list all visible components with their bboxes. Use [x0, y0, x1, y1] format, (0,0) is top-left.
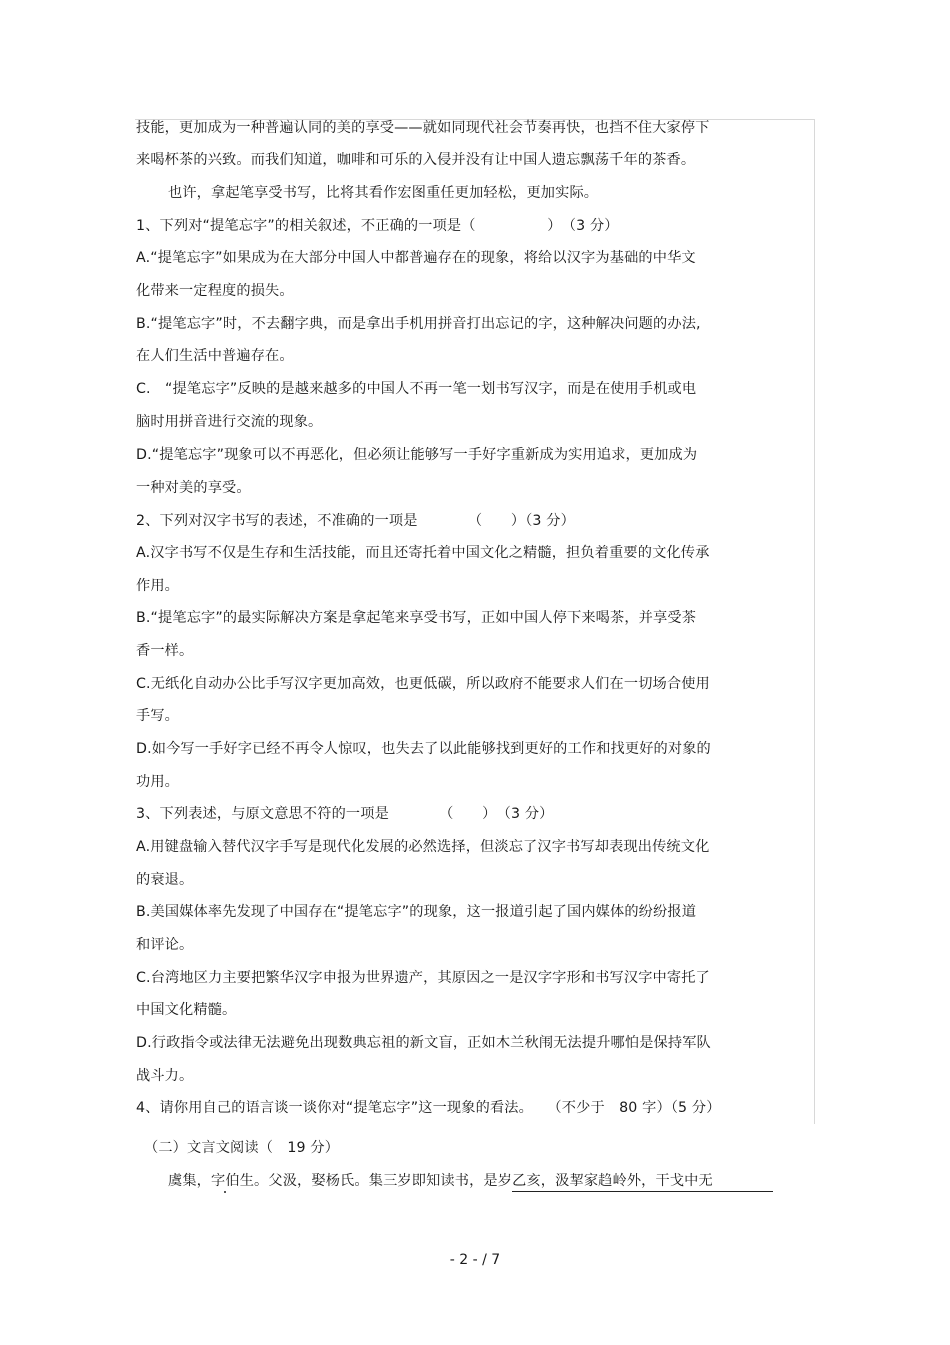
option-line: D.行政指令或法律无法避免出现数典忘祖的新文盲，正如木兰秋闱无法提升哪怕是保持军队 — [136, 1035, 711, 1051]
option-line: D.“提笔忘字”现象可以不再恶化，但必须让能够写一手好字重新成为实用追求，更加成为 — [136, 447, 698, 463]
question-stem: 2、下列对汉字书写的表述，不准确的一项是 （ ）（3 分） — [136, 513, 575, 529]
question-stem: 3、下列表述，与原文意思不符的一项是 （ ） （3 分） — [136, 806, 554, 822]
passage-line: 来喝杯茶的兴致。而我们知道，咖啡和可乐的入侵并没有让中国人遗忘飘荡千年的茶香。 — [136, 152, 696, 168]
question-stem: 1、下列对“提笔忘字”的相关叙述，不正确的一项是（ ） （3 分） — [136, 218, 619, 234]
option-line: 化带来一定程度的损失。 — [136, 283, 294, 299]
option-line: 在人们生活中普遍存在。 — [136, 348, 294, 364]
option-line: 作用。 — [136, 578, 180, 594]
option-line: C. “提笔忘字”反映的是越来越多的中国人不再一笔一划书写汉字，而是在使用手机或电 — [136, 381, 697, 397]
question-stem: 4、请你用自己的语言谈一谈你对“提笔忘字”这一现象的看法。 （不少于 80 字）（5 分） — [136, 1100, 721, 1116]
option-line: 功用。 — [136, 774, 180, 790]
option-line: 一种对美的享受。 — [136, 480, 251, 496]
option-line: A.汉字书写不仅是生存和生活技能，而且还寄托着中国文化之精髓，担负着重要的文化传承 — [136, 545, 710, 561]
classical-text-line — [168, 1171, 773, 1192]
option-line: 香一样。 — [136, 643, 194, 659]
option-line: B.美国媒体率先发现了中国存在“提笔忘字”的现象，这一报道引起了国内媒体的纷纷报道 — [136, 904, 697, 920]
option-line: C.台湾地区力主要把繁华汉字申报为世界遗产，其原因之一是汉字字形和书写汉字中寄托了 — [136, 970, 710, 986]
option-line: 和评论。 — [136, 937, 194, 953]
option-line: 战斗力。 — [136, 1068, 194, 1084]
option-line: D.如今写一手好字已经不再令人惊叹，也失去了以此能够找到更好的工作和找更好的对象的 — [136, 741, 711, 757]
option-line: A.用键盘输入替代汉字手写是现代化发展的必然选择，但淡忘了汉字书写却表现出传统文化 — [136, 839, 710, 855]
passage-line: 也许，拿起笔享受书写，比将其看作宏图重任更加轻松，更加实际。 — [168, 185, 599, 201]
option-line: 中国文化精髓。 — [136, 1002, 237, 1018]
option-line: 脑时用拼音进行交流的现象。 — [136, 414, 323, 430]
page-number: - 2 - / 7 — [449, 1252, 501, 1268]
passage-line: 技能，更加成为一种普遍认同的美的享受——就如同现代社会节奏再快，也挡不住大家停下 — [136, 120, 710, 136]
section-heading: （二）文言文阅读（ 19 分） — [144, 1140, 340, 1156]
classical-text-b: 伯生。父汲，娶杨氏。集三岁即知读书，是岁 — [225, 1173, 513, 1189]
option-line: A.“提笔忘字”如果成为在大部分中国人中都普遍存在的现象，将给以汉字为基础的中华文 — [136, 250, 696, 266]
underlined-phrase: 乙亥，汲挈家趋岭外，干戈中无 — [512, 1171, 773, 1192]
option-line: 的衰退。 — [136, 872, 194, 888]
frame-right-border — [814, 119, 815, 1124]
option-line: 手写。 — [136, 708, 180, 724]
option-line: B.“提笔忘字”时，不去翻字典，而是拿出手机用拼音打出忘记的字，这种解决问题的办法, — [136, 316, 701, 332]
option-line: C.无纸化自动办公比手写汉字更加高效，也更低碳，所以政府不能要求人们在一切场合使用 — [136, 676, 710, 692]
classical-text-a: 虞集，字 — [168, 1173, 226, 1189]
option-line: B.“提笔忘字”的最实际解决方案是拿起笔来享受书写，正如中国人停下来喝茶，并享受茶 — [136, 610, 697, 626]
